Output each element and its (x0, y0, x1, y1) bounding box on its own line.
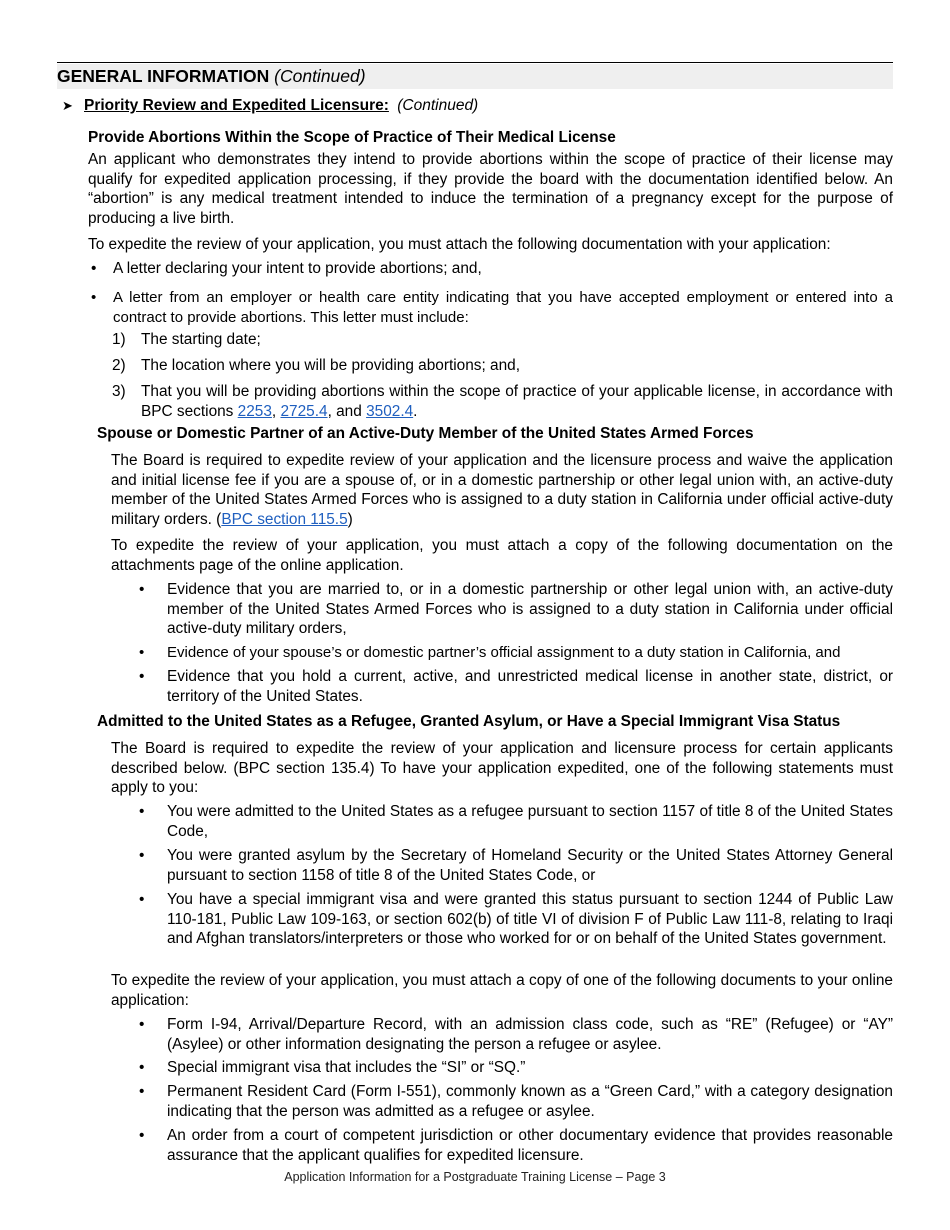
item-number: 3) (112, 383, 126, 400)
refugee-doc-4: An order from a court of competent jurisdiction or other documentary evidence that provides reasonable assurance that the applicant qualifies for expedited licensure. (167, 1127, 893, 1164)
item-number: 2) (112, 357, 126, 374)
abortion-heading: Provide Abortions Within the Scope of Practice of Their Medical License (88, 129, 616, 146)
link-separator: , (271, 402, 281, 420)
list-item (139, 667, 893, 706)
refugee-bullet-1: You were admitted to the United States as a refugee pursuant to section 1157 of title 8 of the United States Code, (167, 803, 893, 840)
spouse-bullet-2: Evidence of your spouse’s or domestic partner’s official assignment to a duty station in California, and (167, 644, 841, 661)
list-item (139, 1058, 893, 1078)
spouse-intro-text: The Board is required to expedite review of your application and the licensure process and waive the application and initial license fee if you are a spouse of, or in a domestic partnership or other legal union with, an active-duty member of the United States Armed Forces who is assigned to a duty station in California under official active-duty military orders. ( (111, 452, 893, 528)
list-item (91, 259, 893, 279)
abortion-bullet-2: A letter from an employer or health care entity indicating that you have accepted employment or entered into a contract to provide abortions. This letter must include: (113, 289, 893, 326)
abortion-intro: An applicant who demonstrates they intend to provide abortions within the scope of practice of their license may qualify for expedited application processing, if they provide the board with the documentation identified below. An “abortion” is any medical treatment intended to induce the termination of a pregnancy except for the purpose of producing a live birth. (88, 151, 893, 227)
refugee-bullet-2: You were granted asylum by the Secretary of Homeland Security or the United States Attorney General pursuant to section 1158 of title 8 of the United States Code, or (167, 847, 893, 884)
item-text: The starting date; (141, 331, 261, 348)
bullet-icon: • (91, 289, 97, 306)
bpc-3502-4-link[interactable]: 3502.4 (366, 402, 414, 420)
spouse-bullet-1: Evidence that you are married to, or in a domestic partnership or other legal union with, an active-duty member of the United States Armed Forces who is assigned to a duty station in California under official active-duty military orders, (167, 581, 893, 638)
bullet-icon: • (139, 803, 145, 820)
bullet-icon: • (91, 260, 97, 277)
banner-continued: (Continued) (274, 66, 366, 86)
bullet-icon: • (139, 1127, 145, 1144)
abortion-attach: To expedite the review of your application, you must attach the following documentation with your application: (88, 236, 831, 253)
subsection-heading (62, 96, 478, 116)
arrow-icon: ➤ (62, 98, 73, 113)
list-item (139, 890, 893, 949)
spouse-heading: Spouse or Domestic Partner of an Active-Duty Member of the United States Armed Forces (97, 425, 754, 442)
refugee-intro: The Board is required to expedite the review of your application and licensure process for certain applicants described below. (BPC section 135.4) To have your application expedited, one of the following statements must apply to you: (111, 740, 893, 797)
list-item (139, 1082, 893, 1121)
list-item (139, 1126, 893, 1165)
refugee-doc-3: Permanent Resident Card (Form I-551), commonly known as a “Green Card,” with a category designation indicating that the person was admitted as a refugee or asylee. (167, 1083, 893, 1120)
bullet-icon: • (139, 1016, 145, 1033)
spouse-bullet-3: Evidence that you hold a current, active, and unrestricted medical license in another state, district, or territory of the United States. (167, 668, 893, 705)
top-rule (57, 62, 893, 63)
link-separator: , and (327, 402, 367, 420)
page-footer: Application Information for a Postgraduate Training License – Page 3 (284, 1170, 666, 1184)
item-number: 1) (112, 331, 126, 348)
section-banner (57, 64, 893, 89)
bullet-icon: • (139, 581, 145, 598)
bullet-icon: • (139, 1083, 145, 1100)
bullet-icon: • (139, 668, 145, 685)
bullet-icon: • (139, 847, 145, 864)
list-item (139, 802, 893, 841)
bpc-2253-link[interactable]: 2253 (237, 402, 272, 420)
item-text: The location where you will be providing abortions; and, (141, 357, 521, 374)
list-item (139, 846, 893, 885)
bpc-115-5-link[interactable]: BPC section 115.5 (221, 510, 348, 528)
banner-title: GENERAL INFORMATION (57, 66, 270, 86)
bullet-icon: • (139, 891, 145, 908)
subsection-continued: (Continued) (397, 97, 479, 114)
list-item (139, 580, 893, 639)
list-item (139, 643, 893, 663)
list-item (91, 288, 893, 327)
refugee-doc-1: Form I-94, Arrival/Departure Record, with an admission class code, such as “RE” (Refugee) or “AY” (Asylee) or other information designating the person a refugee or asylee. (167, 1016, 893, 1053)
refugee-doc-2: Special immigrant visa that includes the “SI” or “SQ.” (167, 1059, 526, 1076)
spouse-attach: To expedite the review of your application, you must attach a copy of the following documentation on the attachments page of the online application. (111, 537, 893, 574)
abortion-bullet-1: A letter declaring your intent to provide abortions; and, (113, 260, 482, 277)
bullet-icon: • (139, 1059, 145, 1076)
numbered-item (112, 356, 893, 376)
sentence-end: . (413, 402, 418, 420)
refugee-bullet-3: You have a special immigrant visa and were granted this status pursuant to section 1244 of Public Law 110-181, Public Law 109-163, or section 602(b) of title VI of division F of Public Law 111-8, relating to Iraqi and Afghan translators/interpreters or those who worked for or on behalf of the United States government. (167, 891, 893, 948)
bpc-2725-4-link[interactable]: 2725.4 (280, 402, 328, 420)
spouse-intro (111, 451, 893, 529)
paren-close: ) (347, 510, 353, 528)
list-item (139, 1015, 893, 1054)
subsection-title: Priority Review and Expedited Licensure: (84, 97, 389, 114)
numbered-item (112, 330, 893, 350)
bullet-icon: • (139, 644, 145, 661)
numbered-item (112, 382, 893, 421)
item-text: That you will be providing abortions within the scope of practice of your applicable license, in accordance with BPC sections (141, 383, 893, 420)
refugee-heading: Admitted to the United States as a Refugee, Granted Asylum, or Have a Special Immigrant Visa Status (97, 713, 841, 730)
refugee-attach: To expedite the review of your application, you must attach a copy of one of the following documents to your online application: (111, 972, 893, 1009)
